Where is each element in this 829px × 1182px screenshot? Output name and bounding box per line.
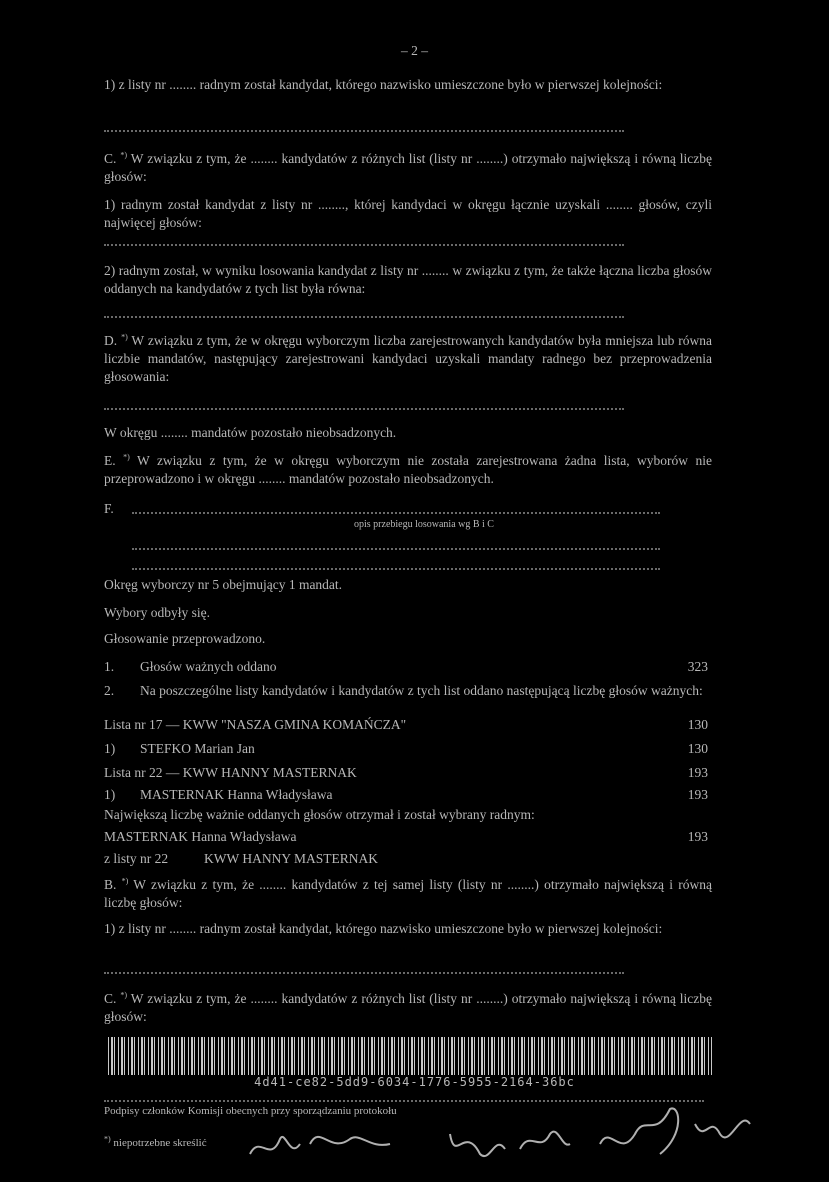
list-row-17: Lista nr 17 — KWW "NASZA GMINA KOMAŃCZA" 130	[104, 717, 708, 732]
paragraph-c-repeat: C. *) W związku z tym, że ........ kandydatów z różnych list (listy nr ........) otrzymało największą i równą liczbę głosów:	[104, 990, 713, 1024]
paragraph-d: D. *) W związku z tym, że w okręgu wyborczym liczba zarejestrowanych kandydatów była mniejsza lub równa liczbie mandatów, następujący zarejestrowani kandydaci uzyskali mandaty radnego bez przeprowadzenia głosowania:	[104, 332, 713, 384]
dotted-line	[132, 548, 660, 550]
elected-list: z listy nr 22 KWW HANNY MASTERNAK	[104, 851, 378, 866]
dotted-line	[132, 568, 660, 570]
handwritten-signatures	[240, 1094, 770, 1174]
dotted-line	[104, 316, 624, 318]
paragraph-vacant: W okręgu ........ mandatów pozostało nieobsadzonych.	[104, 425, 397, 440]
result-row-valid-votes: 1. Głosów ważnych oddano 323	[104, 659, 708, 674]
page-number: – 2 –	[401, 43, 428, 58]
paragraph-b-repeat: B. *) W związku z tym, że ........ kandydatów z tej samej listy (listy nr ........) otrzymało największą i równą liczbę głosów:	[104, 876, 712, 910]
voting-held: Głosowanie przeprowadzono.	[104, 631, 266, 646]
paragraph-c2: 2) radnym został, w wyniku losowania kandydat z listy nr ........ w związku z tym, że także łączna liczba głosów oddanych na kandydatów z tych list była równa:	[104, 263, 712, 296]
most-votes-line: Największą liczbę ważnie oddanych głosów otrzymał i został wybrany radnym:	[104, 807, 535, 822]
dotted-line	[132, 512, 660, 514]
paragraph-c: C. *) W związku z tym, że ........ kandydatów z różnych list (listy nr ........) otrzymało największą i równą liczbę głosów:	[104, 150, 713, 184]
candidate-row-22-1: 1) MASTERNAK Hanna Władysława 193	[104, 787, 708, 802]
paragraph-c1: 1) radnym został kandydat z listy nr ........, której kandydaci w okręgu łącznie uzyskali ........ głosów, czyli najwięcej głosów:	[104, 197, 712, 230]
reason-caption: opis przebiegu losowania wg B i C	[354, 519, 494, 530]
district-mandates: Okręg wyborczy nr 5 obejmujący 1 mandat.	[104, 577, 343, 592]
list-row-22: Lista nr 22 — KWW HANNY MASTERNAK 193	[104, 765, 708, 780]
paragraph-b-repeat-1: 1) z listy nr ........ radnym został kandydat, którego nazwisko umieszczone było w pierwszej kolejności:	[104, 921, 663, 936]
paragraph-b1-list: 1) z listy nr ........ radnym został kandydat, którego nazwisko umieszczone było w pierwszej kolejności:	[104, 77, 663, 92]
paragraph-e: E. *) W związku z tym, że w okręgu wyborczym nie została zarejestrowana żadna lista, wyborów nie przeprowadzono i w okręgu ........ mandatów pozostało nieobsadzonych.	[104, 452, 712, 486]
dotted-line	[104, 408, 624, 410]
dotted-line	[104, 972, 624, 974]
candidate-row-17-1: 1) STEFKO Marian Jan 130	[104, 741, 708, 756]
dotted-line	[104, 130, 624, 132]
barcode-number: 4d41-ce82-5dd9-6034-1776-5955-2164-36bc	[254, 1075, 575, 1089]
footer-footnote: *) niepotrzebne skreślić	[104, 1134, 207, 1149]
footer-signatures-note: Podpisy członków Komisji obecnych przy sporządzaniu protokołu	[104, 1105, 397, 1117]
barcode	[108, 1037, 712, 1075]
dotted-line	[104, 244, 624, 246]
section-f-label: F.	[104, 501, 114, 516]
elections-held: Wybory odbyły się.	[104, 605, 211, 620]
elected-candidate: MASTERNAK Hanna Władysława 193	[104, 829, 708, 844]
result-row-lists-intro: 2. Na poszczególne listy kandydatów i kandydatów z tych list oddano następującą liczbę głosów ważnych:	[104, 683, 703, 698]
